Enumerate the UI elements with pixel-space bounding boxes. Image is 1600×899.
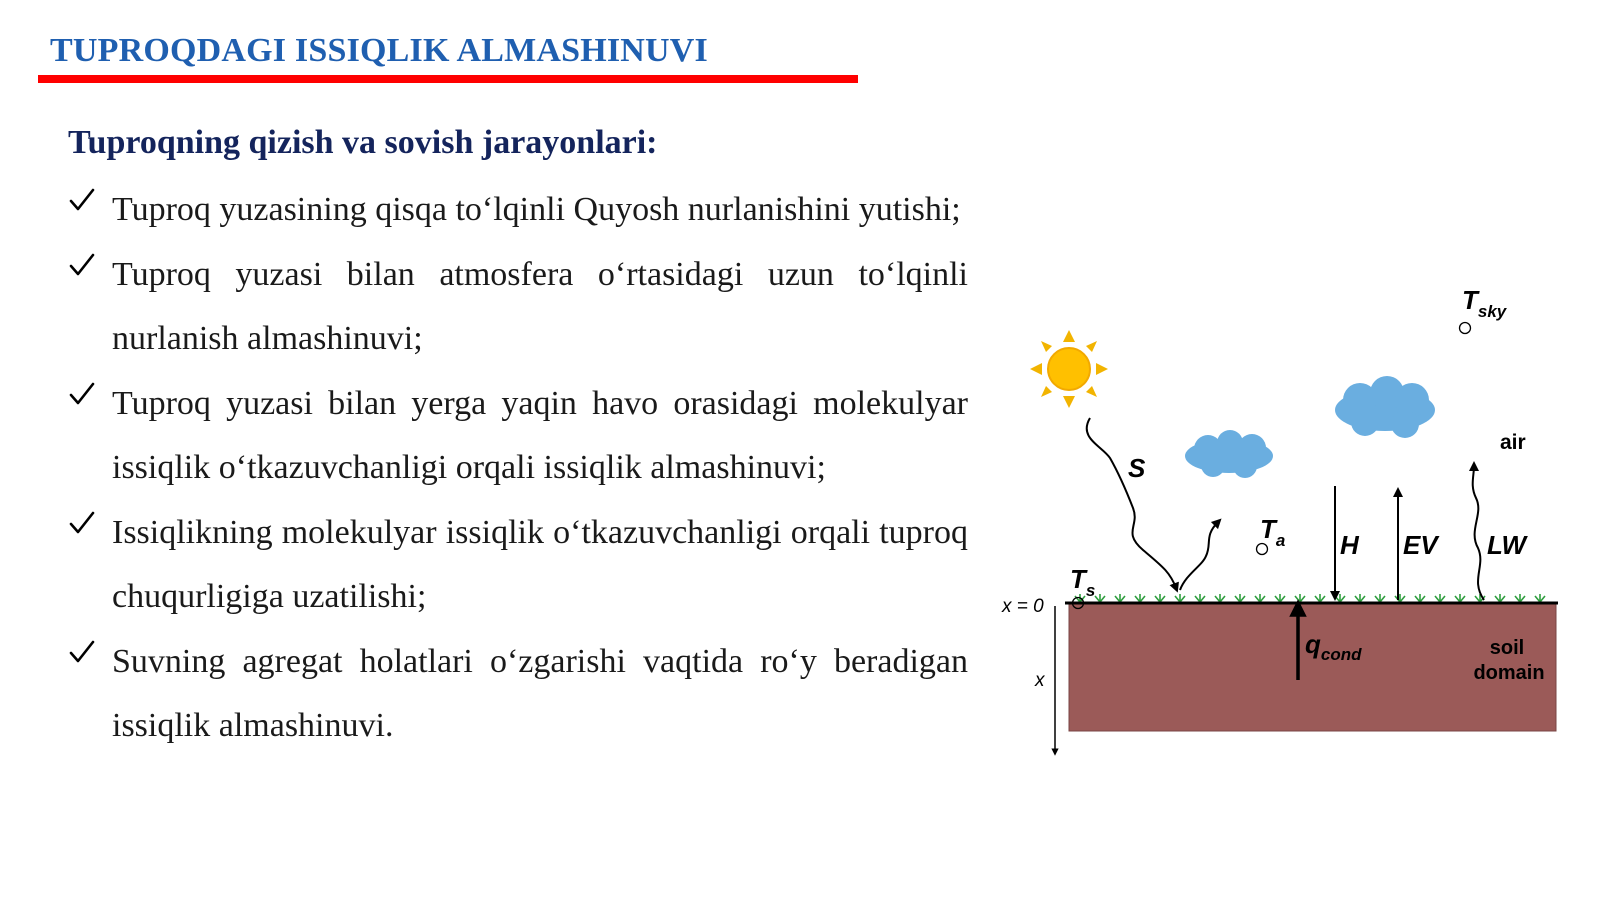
slide-title: TUPROQDAGI ISSIQLIK ALMASHINUVI — [50, 32, 708, 69]
cloud-icon — [1335, 376, 1435, 438]
bullet-item — [68, 501, 968, 630]
checkmark-icon — [68, 380, 96, 408]
t-a-sensor — [1257, 544, 1268, 555]
cloud-icon — [1185, 430, 1273, 478]
bullet-list — [68, 178, 968, 759]
t-sky-sensor — [1460, 323, 1471, 334]
checkmark-icon — [68, 638, 96, 666]
x-axis-label: x — [1035, 670, 1045, 691]
bullet-text: Suvning agregat holatlari o‘zgarishi vaqtida ro‘y beradigan issiqlik almashinuvi. — [112, 642, 968, 744]
t-a-label: $T_a$ — [1260, 514, 1286, 550]
q-cond-label: $q_{cond}$ — [1305, 629, 1362, 664]
bullet-text: Tuproq yuzasining qisqa to‘lqinli Quyosh nurlanishini yutishi; — [112, 191, 961, 228]
lw-label: LW — [1487, 530, 1526, 560]
air-label: air — [1500, 431, 1526, 454]
lw-radiation-arrow — [1473, 466, 1484, 600]
title-underline — [38, 75, 858, 83]
bullet-item — [68, 243, 968, 372]
soil-heat-exchange-diagram — [985, 275, 1575, 775]
t-sky-label: $T_{sky}$ — [1462, 285, 1507, 321]
bullet-text: Tuproq yuzasi bilan atmosfera o‘rtasidagi uzun to‘lqinli nurlanish almashinuvi; — [112, 255, 968, 357]
s-label: S — [1128, 453, 1146, 483]
t-s-label: $T_s$ — [1070, 564, 1096, 600]
checkmark-icon — [68, 186, 96, 214]
soil-domain-label-line2: domain — [1473, 662, 1545, 684]
s-radiation-arrow — [1087, 418, 1176, 588]
ev-label: EV — [1403, 530, 1438, 560]
h-label: H — [1340, 530, 1359, 560]
grass-icon — [1075, 594, 1545, 602]
checkmark-icon — [68, 509, 96, 537]
bullet-text: Tuproq yuzasi bilan yerga yaqin havo orasidagi molekulyar issiqlik o‘tkazuvchanligi orqali issiqlik almashinuvi; — [112, 384, 968, 486]
bullet-item — [68, 372, 968, 501]
soil-domain-label-line1: soil — [1489, 637, 1525, 659]
x-eq-0-label: x = 0 — [1002, 596, 1044, 617]
section-subtitle: Tuproqning qizish va sovish jarayonlari: — [68, 124, 658, 161]
bullet-item — [68, 630, 968, 759]
reflected-radiation-arrow — [1180, 522, 1218, 590]
bullet-text: Issiqlikning molekulyar issiqlik o‘tkazuvchanligi orqali tuproq chuqurligiga uzatilishi; — [112, 513, 968, 615]
bullet-item — [68, 178, 968, 243]
sun-icon — [1030, 330, 1108, 408]
checkmark-icon — [68, 251, 96, 279]
